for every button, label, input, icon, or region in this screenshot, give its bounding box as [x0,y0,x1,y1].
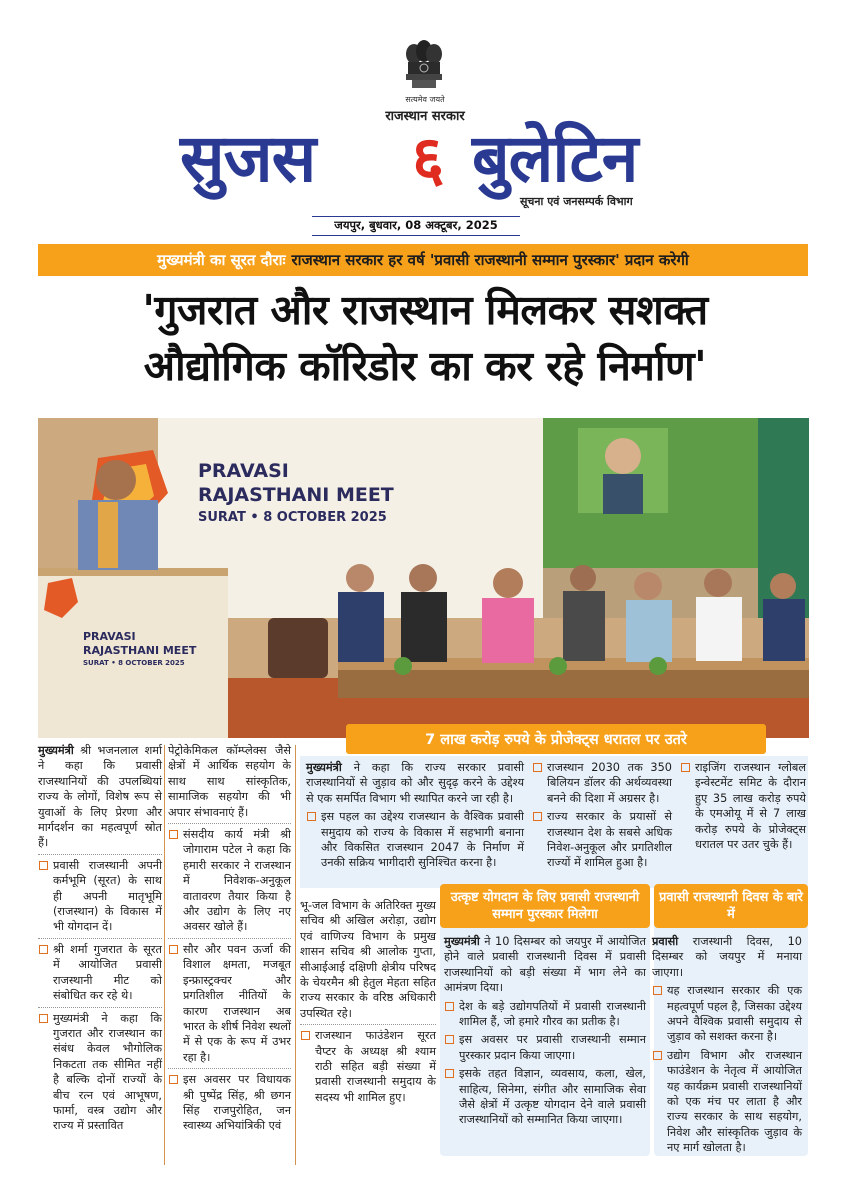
projects-para-2: इस पहल का उद्देश्य राजस्थान के वैश्विक प्रवासी समुदाय को राज्य के विकास में सहभागी बनाना और विकसित राजस्थान 2047 के निर्माण में उनकी सक्रिय भागीदारी सुनिश्चित करना है। [306,809,524,871]
backdrop-text-line-2: RAJASTHANI MEET [198,484,394,506]
dateline: जयपुर, बुधवार, 08 अक्टूबर, 2025 [312,216,520,236]
col1-para-2: प्रवासी राजस्थानी अपनी कर्मभूमि (सूरत) के साथ ही अपनी मातृभूमि (राजस्थान) के विकास में भी योगदान दें। [38,858,162,935]
projects-heading: 7 लाख करोड़ रुपये के प्रोजेक्ट्स धरातल पर उतरे [346,724,766,754]
backdrop-text-line-3: SURAT • 8 OCTOBER 2025 [198,510,387,525]
emblem-motto: सत्यमेव जयते [405,95,445,104]
pravasi-day-para-1: प्रवासी राजस्थानी दिवस, 10 दिसम्बर को जयपुर में मनाया जाएगा। [652,935,802,979]
projects-para-1: मुख्यमंत्री ने कहा कि राज्य सरकार प्रवासी राजस्थानियों से जुड़ाव को और सुदृढ़ करने के उद्देश्य से एक समर्पित विभाग भी स्थापित करने जा रही है। [306,761,524,805]
government-name: राजस्थान सरकार [385,109,465,124]
podium-text-line-2: RAJASTHANI MEET [83,644,197,657]
award-para-4: इसके तहत विज्ञान, व्यवसाय, कला, खेल, साहित्य, सिनेमा, संगीत और सामाजिक सेवा जैसे क्षेत्रों में उत्कृष्ट योगदान देने वाले प्रवासी राजस्थानियों को सम्मानित किया जाएगा। [444,1066,646,1128]
projects-column-1 [306,760,524,874]
col6-para-2: राजस्थान फाउंडेशन सूरत चैप्टर के अध्यक्ष श्री श्याम राठी सहित बड़ी संख्या में प्रवासी राजस्थानी समुदाय के सदस्य भी शामिल हुए। [300,1028,436,1105]
column-divider [295,745,296,1165]
col1-para-1: मुख्यमंत्री श्री भजनलाल शर्मा ने कहा कि प्रवासी राजस्थानियों की उपलब्धियां राज्य के लोगों, विशेष रूप से युवाओं के लिए प्रेरणा और मार्गदर्शन का महत्वपूर्ण स्रोत हैं। [38,744,162,850]
col6-para-1: भू-जल विभाग के अतिरिक्त मुख्य सचिव श्री अखिल अरोड़ा, उद्योग एवं वाणिज्य विभाग के प्रमुख शासन सचिव श्री आलोक गुप्ता, सीआईआई दक्षिणी क्षेत्रीय परिषद के चेयरमैन श्री हेतुल मेहता सहित राज्य सरकार के वरिष्ठ अधिकारी उपस्थित रहे। [300,899,436,1020]
backdrop-text-line-1: PRAVASI [198,460,289,482]
banner-text: राजस्थान सरकार हर वर्ष 'प्रवासी राजस्थानी सम्मान पुरस्कार' प्रदान करेगी [291,251,689,269]
projects-para-5: राइजिंग राजस्थान ग्लोबल इन्वेस्टमेंट समिट के दौरान हुए 35 लाख करोड़ रुपये के एमओयू में से 7 लाख करोड़ रुपये के प्रोजेक्ट्स धरातल पर उतर चुके हैं। [680,760,806,852]
award-para-2: देश के बड़े उद्योगपतियों में प्रवासी राजस्थानी शामिल हैं, जो हमारे गौरव का प्रतीक है। [444,999,646,1030]
col1-lead: मुख्यमंत्री [38,744,74,757]
article-column-2 [168,743,291,1137]
title-numeral: ६ [412,122,445,195]
column-divider [164,745,165,1165]
projects-lead: मुख्यमंत्री [306,761,342,774]
pravasi-day-heading: प्रवासी राजस्थानी दिवस के बारे में [654,884,808,928]
col2-para-1: पेट्रोकेमिकल कॉम्प्लेक्स जैसे क्षेत्रों में आर्थिक सहयोग के साथ साथ सांस्कृतिक, सामाजिक सहयोग की भी अपार संभावनाएं हैं। [168,744,291,819]
event-photo [38,418,809,738]
article-column-6 [300,898,436,1108]
projects-column-2 [532,760,672,874]
pravasi-day-para-2: यह राजस्थान सरकार की एक महत्वपूर्ण पहल है, जिसका उद्देश्य अपने वैश्विक प्रवासी समुदाय से जुड़ाव को सशक्त करना है। [652,983,802,1045]
award-heading: उत्कृष्ट योगदान के लिए प्रवासी राजस्थानी सम्मान पुरस्कार मिलेगा [440,884,650,928]
col2-para-2: संसदीय कार्य मंत्री श्री जोगाराम पटेल ने कहा कि हमारी सरकार ने राजस्थान में निवेशक-अनुकूल वातावरण तैयार किया है और उद्योग के लिए नए अवसर खोले हैं। [168,827,291,935]
award-para-3: इस अवसर पर प्रवासी राजस्थानी सम्मान पुरस्कार प्रदान किया जाएगा। [444,1032,646,1063]
projects-para-3: राजस्थान 2030 तक 350 बिलियन डॉलर की अर्थव्यवस्था बनने की दिशा में अग्रसर है। [532,760,672,806]
award-column [444,934,646,1131]
banner-lead: मुख्यमंत्री का सूरत दौराः [157,251,286,269]
award-para-1: मुख्यमंत्री ने 10 दिसम्बर को जयपुर में आयोजित होने वाले प्रवासी राजस्थानी दिवस में प्रवासी राजस्थानियों को बड़ी संख्या में भाग लेने का आमंत्रण दिया। [444,935,646,995]
bulletin-title [176,120,676,202]
projects-para-4: राज्य सरकार के प्रयासों से राजस्थान देश के सबसे अधिक निवेश-अनुकूल और प्रगतिशील राज्यों में शामिल हुआ है। [532,809,672,871]
main-headline [30,282,820,394]
article-column-1 [38,743,162,1137]
title-word-bulletin: बुलेटिन [472,120,638,197]
col1-para-4: मुख्यमंत्री ने कहा कि गुजरात और राजस्थान का संबंध केवल भौगोलिक निकटता तक सीमित नहीं है बल्कि दोनों राज्यों के बीच रत्न एवं आभूषण, फार्मा, वस्त्र उद्योग और राज्य में प्रस्तावित [38,1011,162,1134]
award-lead: मुख्यमंत्री [444,935,480,948]
title-word-sujas: सुजस [180,120,316,197]
podium-text-line-3: SURAT • 8 OCTOBER 2025 [83,659,185,667]
col2-para-3: सौर और पवन ऊर्जा की विशाल क्षमता, मजबूत इन्फ्रास्ट्रक्चर और प्रगतिशील नीतियों के कारण राजस्थान अब भारत के शीर्ष निवेश स्थलों में से एक के रूप में उभर रहा है। [168,942,291,1065]
ashoka-emblem-icon [398,38,450,92]
pravasi-day-lead: प्रवासी [652,935,679,948]
headline-line-2: औद्योगिक कॉरिडोर का कर रहे निर्माण' [143,342,707,390]
pravasi-day-para-3: उद्योग विभाग और राजस्थान फाउंडेशन के नेतृत्व में आयोजित यह कार्यक्रम प्रवासी राजस्थानियों को एक मंच पर लाता है और राज्य सरकार के साथ सहयोग, निवेश और सांस्कृतिक जुड़ाव के नए मार्ग खोलता है। [652,1048,802,1156]
department-name: सूचना एवं जनसम्पर्क विभाग [520,195,633,208]
pravasi-day-column [652,934,802,1159]
col1-para-3: श्री शर्मा गुजरात के सूरत में आयोजित प्रवासी राजस्थानी मीट को संबोधित कर रहे थे। [38,942,162,1004]
top-banner [38,244,808,276]
projects-column-3 [680,760,806,855]
podium-text-line-1: PRAVASI [83,630,136,643]
headline-line-1: 'गुजरात और राजस्थान मिलकर सशक्त [142,286,708,334]
col2-para-4: इस अवसर पर विधायक श्री पुष्पेंद्र सिंह, श्री छगन सिंह राजपुरोहित, जन स्वास्थ्य अभियांत्रिकी एवं [168,1072,291,1134]
